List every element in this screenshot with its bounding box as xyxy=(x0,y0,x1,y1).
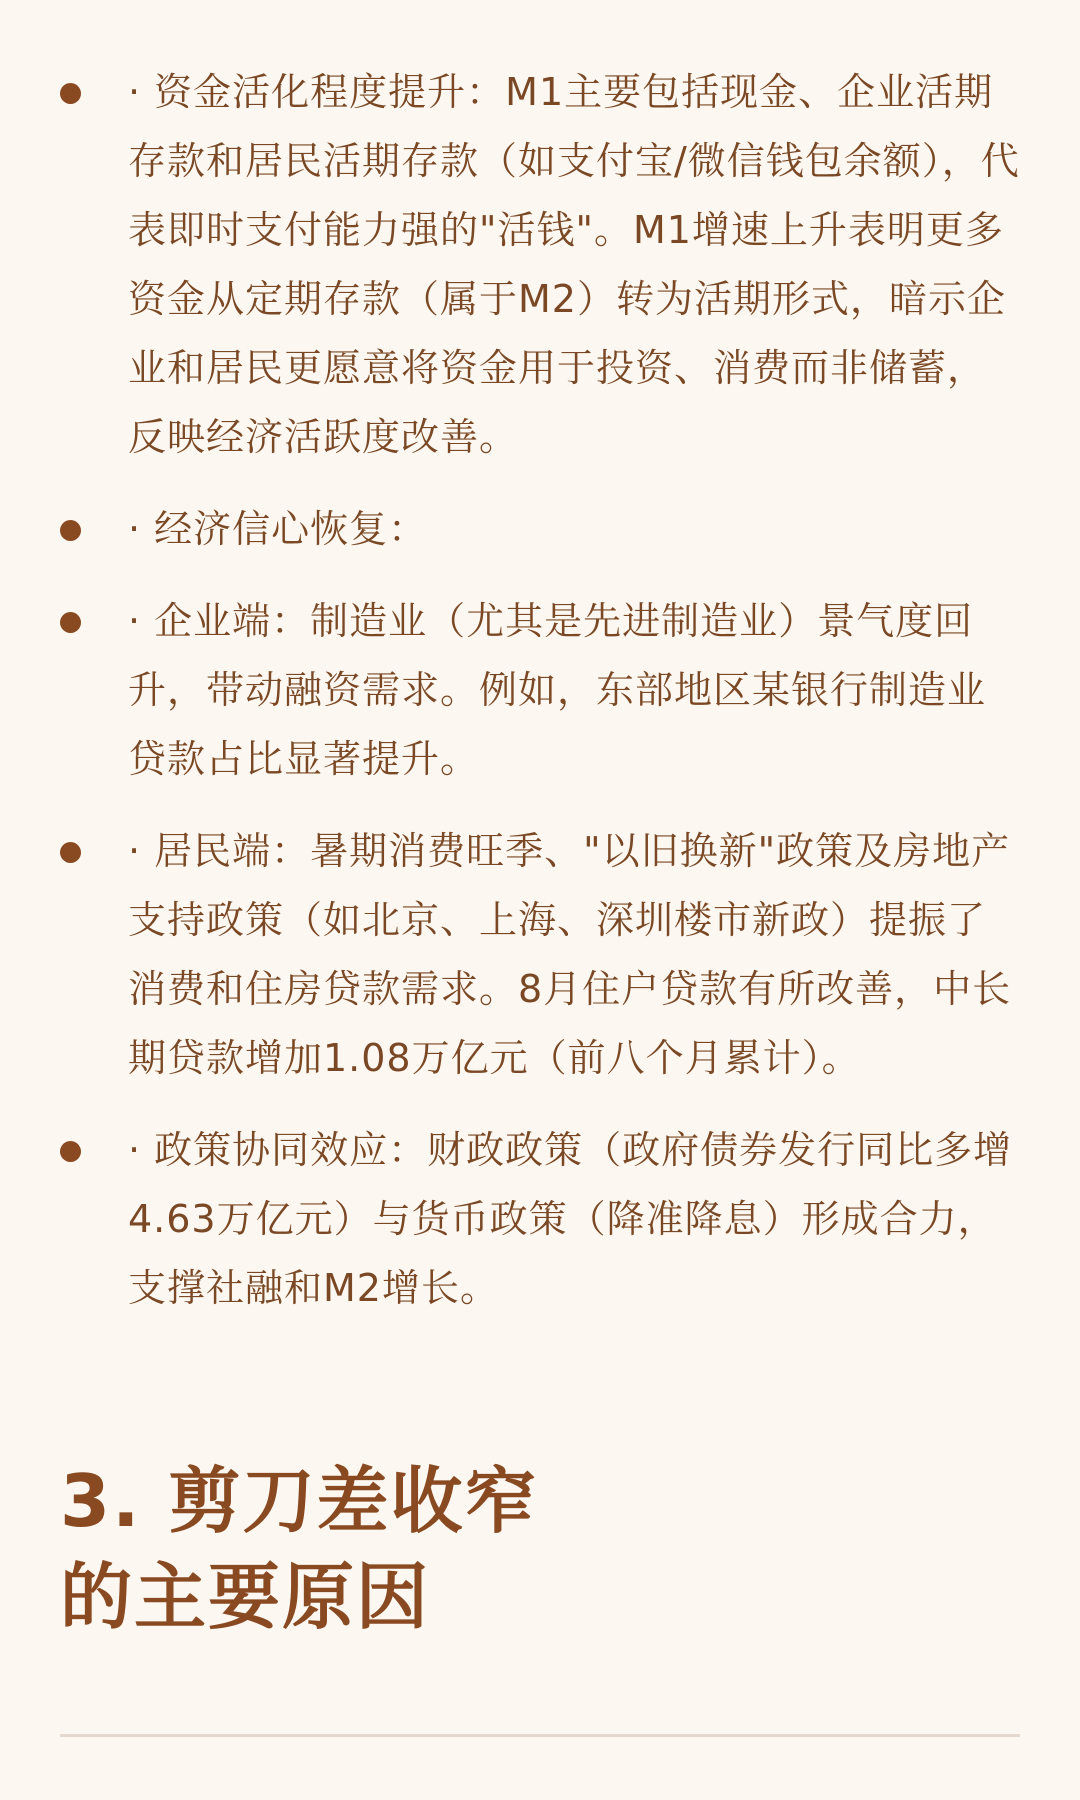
list-item-enterprise-side xyxy=(60,587,1020,794)
list-item-text: · 政策协同效应：财政政策（政府债券发行同比多增4.63万亿元）与货币政策（降准降息）形成合力，支撑社融和M2增长。 xyxy=(128,1128,1013,1310)
list-item-policy-synergy xyxy=(60,1116,1020,1323)
bullet-list xyxy=(60,58,1020,1346)
list-item-text: · 资金活化程度提升：M1主要包括现金、企业活期存款和居民活期存款（如支付宝/微信钱包余额），代表即时支付能力强的"活钱"。M1增速上升表明更多资金从定期存款（属于M2）转为活期形式，暗示企业和居民更愿意将资金用于投资、消费而非储蓄，反映经济活跃度改善。 xyxy=(128,70,1020,459)
section-divider xyxy=(60,1734,1020,1737)
bullet-dot-icon xyxy=(60,842,81,863)
list-item-resident-side xyxy=(60,817,1020,1093)
bullet-dot-icon xyxy=(60,520,81,541)
section-heading-line2: 的主要原因 xyxy=(60,1555,431,1639)
section-heading xyxy=(60,1453,760,1645)
bullet-dot-icon xyxy=(60,1141,81,1162)
list-item-capital-activation xyxy=(60,58,1020,472)
bullet-dot-icon xyxy=(60,83,81,104)
list-item-economic-confidence xyxy=(60,495,1020,564)
list-item-text: · 居民端：暑期消费旺季、"以旧换新"政策及房地产支持政策（如北京、上海、深圳楼市新政）提振了消费和住房贷款需求。8月住户贷款有所改善，中长期贷款增加1.08万亿元（前八个月累计）。 xyxy=(128,829,1012,1080)
list-item-text: · 企业端：制造业（尤其是先进制造业）景气度回升，带动融资需求。例如，东部地区某银行制造业贷款占比显著提升。 xyxy=(128,599,987,781)
bullet-dot-icon xyxy=(60,612,81,633)
list-item-text: · 经济信心恢复： xyxy=(128,507,428,551)
section-heading-line1: 3. 剪刀差收窄 xyxy=(60,1459,539,1543)
